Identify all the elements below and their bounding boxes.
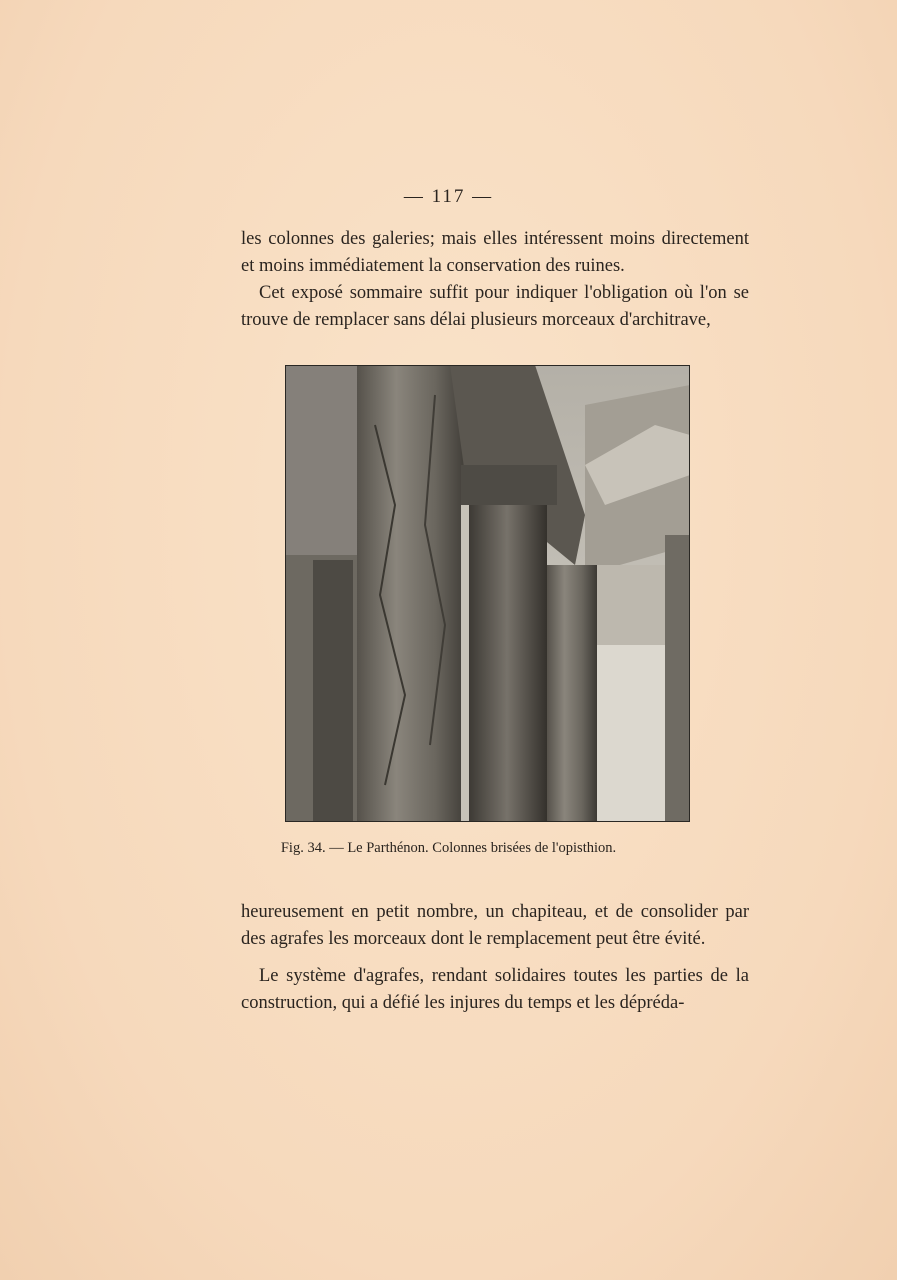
figure-caption: Fig. 34. — Le Parthénon. Colonnes brisées de l'opisthion.	[280, 840, 617, 856]
page-number: — 117 —	[403, 186, 494, 207]
paragraph: heureusement en petit nombre, un chapiteau, et de consolider par des agrafes les morceaux dont le remplacement peut être évité.	[241, 902, 749, 949]
paragraph: les colonnes des galeries; mais elles intéressent moins directement et moins immédiatement la conservation des ruines.	[241, 229, 749, 276]
text-block-bottom	[241, 899, 749, 1017]
parthenon-columns-photo	[285, 365, 690, 822]
text-block-top	[241, 226, 749, 334]
figure-photograph	[285, 365, 690, 822]
paragraph: Le système d'agrafes, rendant solidaires toutes les parties de la construction, qui a défié les injures du temps et les dépréda-	[241, 966, 749, 1013]
paragraph: Cet exposé sommaire suffit pour indiquer l'obligation où l'on se trouve de remplacer sans délai plusieurs morceaux d'architrave,	[241, 283, 749, 330]
